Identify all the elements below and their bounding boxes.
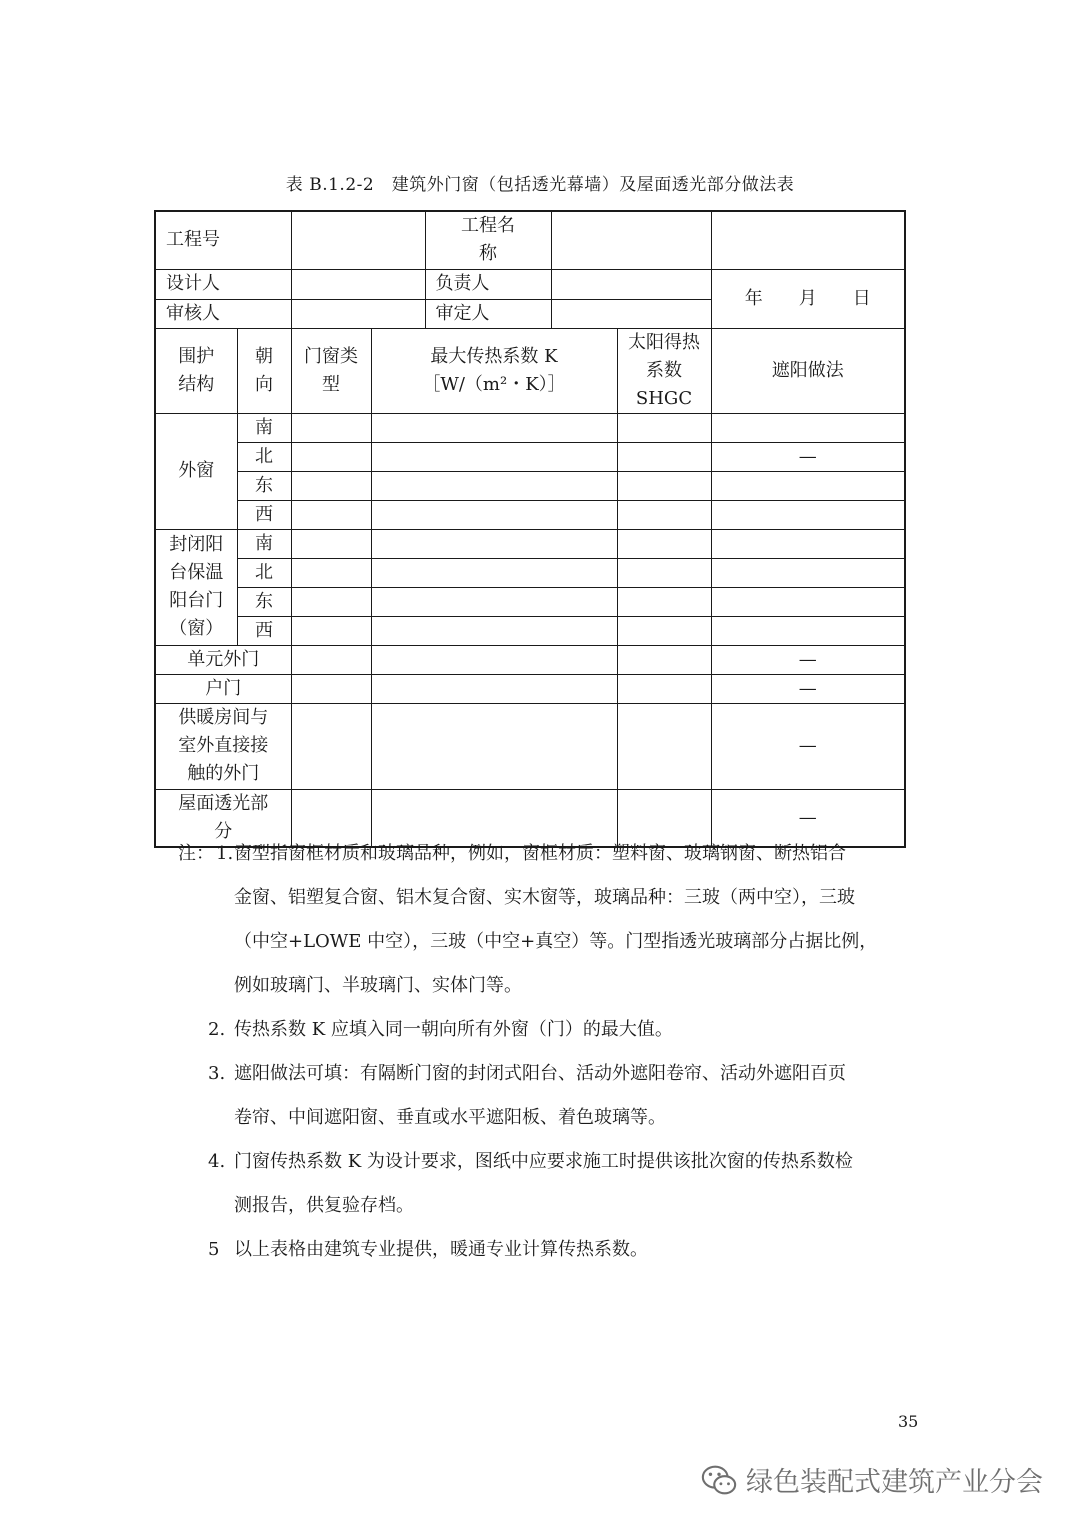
date-year: 年: [744, 287, 763, 309]
balcony-3-shading-cell[interactable]: [711, 616, 905, 645]
unit-door-shading-cell: —: [711, 645, 905, 674]
notes: [178, 832, 918, 1272]
table-row: [155, 442, 905, 471]
orientation-cell: 西: [237, 616, 291, 645]
window-1-type-cell[interactable]: [291, 442, 371, 471]
notes-prefix: 注：: [178, 843, 214, 864]
window-0-shgc-cell[interactable]: [617, 413, 711, 442]
window-2-shading-cell[interactable]: [711, 471, 905, 500]
reviewer-field[interactable]: [291, 299, 425, 328]
note-3-text: [178, 1052, 918, 1140]
balcony-2-k-cell[interactable]: [371, 587, 617, 616]
window-2-type-cell[interactable]: [291, 471, 371, 500]
col-structure: 围护 结构: [155, 328, 237, 413]
window-0-type-cell[interactable]: [291, 413, 371, 442]
note-line: 窗型指窗框材质和玻璃品种，例如，窗框材质：塑料窗、玻璃钢窗、断热铝合: [234, 843, 846, 864]
responsible-field[interactable]: [551, 269, 711, 299]
balcony-2-type-cell[interactable]: [291, 587, 371, 616]
col-type: 门窗类 型: [291, 328, 371, 413]
note-2-number: 2.: [208, 1019, 226, 1040]
note-3: [178, 1052, 918, 1140]
note-3-number: 3.: [208, 1063, 226, 1084]
watermark: [700, 1460, 1043, 1499]
group-household-door: 户门: [155, 674, 291, 703]
balcony-3-k-cell[interactable]: [371, 616, 617, 645]
project-extra-field[interactable]: [711, 211, 905, 269]
group-unit-door: 单元外门: [155, 645, 291, 674]
date-cell[interactable]: [711, 269, 905, 328]
balcony-0-shading-cell[interactable]: [711, 529, 905, 558]
table-row: [155, 703, 905, 789]
window-spec-table: [154, 210, 906, 848]
note-line: 卷帘、中间遮阳窗、垂直或水平遮阳板、着色玻璃等。: [234, 1107, 666, 1128]
heated-room-door-type-cell[interactable]: [291, 703, 371, 789]
date-day: 日: [852, 287, 871, 309]
table-row: [155, 413, 905, 442]
note-line: 测报告，供复验存档。: [234, 1195, 414, 1216]
project-name-field[interactable]: [551, 211, 711, 269]
note-line: （中空+LOWE 中空），三玻（中空+真空）等。门型指透光玻璃部分占据比例，: [234, 931, 878, 952]
balcony-1-shgc-cell[interactable]: [617, 558, 711, 587]
orientation-cell: 南: [237, 413, 291, 442]
unit-door-shgc-cell[interactable]: [617, 645, 711, 674]
household-door-shading-cell: —: [711, 674, 905, 703]
roof-light-shading-cell: —: [711, 789, 905, 847]
window-1-shading-cell: —: [711, 442, 905, 471]
orientation-cell: 西: [237, 500, 291, 529]
orientation-cell: 南: [237, 529, 291, 558]
window-3-type-cell[interactable]: [291, 500, 371, 529]
orientation-cell: 东: [237, 587, 291, 616]
balcony-0-type-cell[interactable]: [291, 529, 371, 558]
orientation-cell: 东: [237, 471, 291, 500]
note-5-text: [178, 1228, 918, 1272]
note-line: 例如玻璃门、半玻璃门、实体门等。: [234, 975, 522, 996]
col-shading: 遮阳做法: [711, 328, 905, 413]
note-1: [178, 832, 918, 1008]
window-0-shading-cell[interactable]: [711, 413, 905, 442]
window-3-k-cell[interactable]: [371, 500, 617, 529]
table-row: [155, 587, 905, 616]
note-5: [178, 1228, 918, 1272]
note-4-text: [178, 1140, 918, 1228]
balcony-2-shading-cell[interactable]: [711, 587, 905, 616]
note-2-text: [178, 1008, 918, 1052]
window-3-shgc-cell[interactable]: [617, 500, 711, 529]
balcony-0-k-cell[interactable]: [371, 529, 617, 558]
project-no-label: 工程号: [155, 211, 291, 269]
note-4: [178, 1140, 918, 1228]
responsible-label: 负责人: [425, 269, 551, 299]
table-row: [155, 558, 905, 587]
col-orientation: 朝 向: [237, 328, 291, 413]
date-month: 月: [798, 287, 817, 309]
note-line: 门窗传热系数 K 为设计要求，图纸中应要求施工时提供该批次窗的传热系数检: [234, 1151, 853, 1172]
table-row: [155, 500, 905, 529]
balcony-1-k-cell[interactable]: [371, 558, 617, 587]
window-2-k-cell[interactable]: [371, 471, 617, 500]
note-1-number: 1.: [216, 843, 234, 864]
watermark-text: 绿色装配式建筑产业分会: [746, 1467, 1043, 1498]
heated-room-door-shgc-cell[interactable]: [617, 703, 711, 789]
designer-field[interactable]: [291, 269, 425, 299]
group-exterior-window: 外窗: [155, 413, 237, 529]
project-no-field[interactable]: [291, 211, 425, 269]
household-door-shgc-cell[interactable]: [617, 674, 711, 703]
note-4-number: 4.: [208, 1151, 226, 1172]
balcony-0-shgc-cell[interactable]: [617, 529, 711, 558]
group-balcony: 封闭阳 台保温 阳台门 （窗）: [155, 529, 237, 645]
note-1-text: [178, 832, 918, 1008]
group-heated-room-door: 供暖房间与 室外直接接 触的外门: [155, 703, 291, 789]
household-door-type-cell[interactable]: [291, 674, 371, 703]
note-line: 以上表格由建筑专业提供，暖通专业计算传热系数。: [234, 1239, 648, 1260]
approver-label: 审定人: [425, 299, 551, 328]
note-line: 遮阳做法可填：有隔断门窗的封闭式阳台、活动外遮阳卷帘、活动外遮阳百页: [234, 1063, 846, 1084]
balcony-3-shgc-cell[interactable]: [617, 616, 711, 645]
designer-label: 设计人: [155, 269, 291, 299]
col-shgc: 太阳得热系数 SHGC: [617, 328, 711, 413]
project-name-label: 工程名 称: [425, 211, 551, 269]
approver-field[interactable]: [551, 299, 711, 328]
balcony-1-shading-cell[interactable]: [711, 558, 905, 587]
balcony-3-type-cell[interactable]: [291, 616, 371, 645]
unit-door-k-cell[interactable]: [371, 645, 617, 674]
unit-door-type-cell[interactable]: [291, 645, 371, 674]
table-row: [155, 645, 905, 674]
window-1-shgc-cell[interactable]: [617, 442, 711, 471]
note-line: 传热系数 K 应填入同一朝向所有外窗（门）的最大值。: [234, 1019, 673, 1040]
group-roof-light: 屋面透光部 分: [155, 789, 291, 847]
reviewer-label: 审核人: [155, 299, 291, 328]
household-door-k-cell[interactable]: [371, 674, 617, 703]
orientation-cell: 北: [237, 442, 291, 471]
window-0-k-cell[interactable]: [371, 413, 617, 442]
table-row: [155, 529, 905, 558]
table-caption: 表 B.1.2-2 建筑外门窗（包括透光幕墙）及屋面透光部分做法表: [285, 175, 795, 195]
heated-room-door-k-cell[interactable]: [371, 703, 617, 789]
table-row: [155, 616, 905, 645]
orientation-cell: 北: [237, 558, 291, 587]
note-2: [178, 1008, 918, 1052]
heated-room-door-shading-cell: —: [711, 703, 905, 789]
wechat-icon: [700, 1461, 738, 1499]
balcony-1-type-cell[interactable]: [291, 558, 371, 587]
window-1-k-cell[interactable]: [371, 442, 617, 471]
table-row: [155, 471, 905, 500]
note-line: 金窗、铝塑复合窗、铝木复合窗、实木窗等，玻璃品种：三玻（两中空），三玻: [234, 887, 855, 908]
page-number: 35: [898, 1412, 919, 1431]
window-3-shading-cell[interactable]: [711, 500, 905, 529]
col-k-value: 最大传热系数 K ［W/（m²・K）］: [371, 328, 617, 413]
balcony-2-shgc-cell[interactable]: [617, 587, 711, 616]
window-2-shgc-cell[interactable]: [617, 471, 711, 500]
note-5-number: 5: [208, 1239, 220, 1260]
table-row: [155, 674, 905, 703]
